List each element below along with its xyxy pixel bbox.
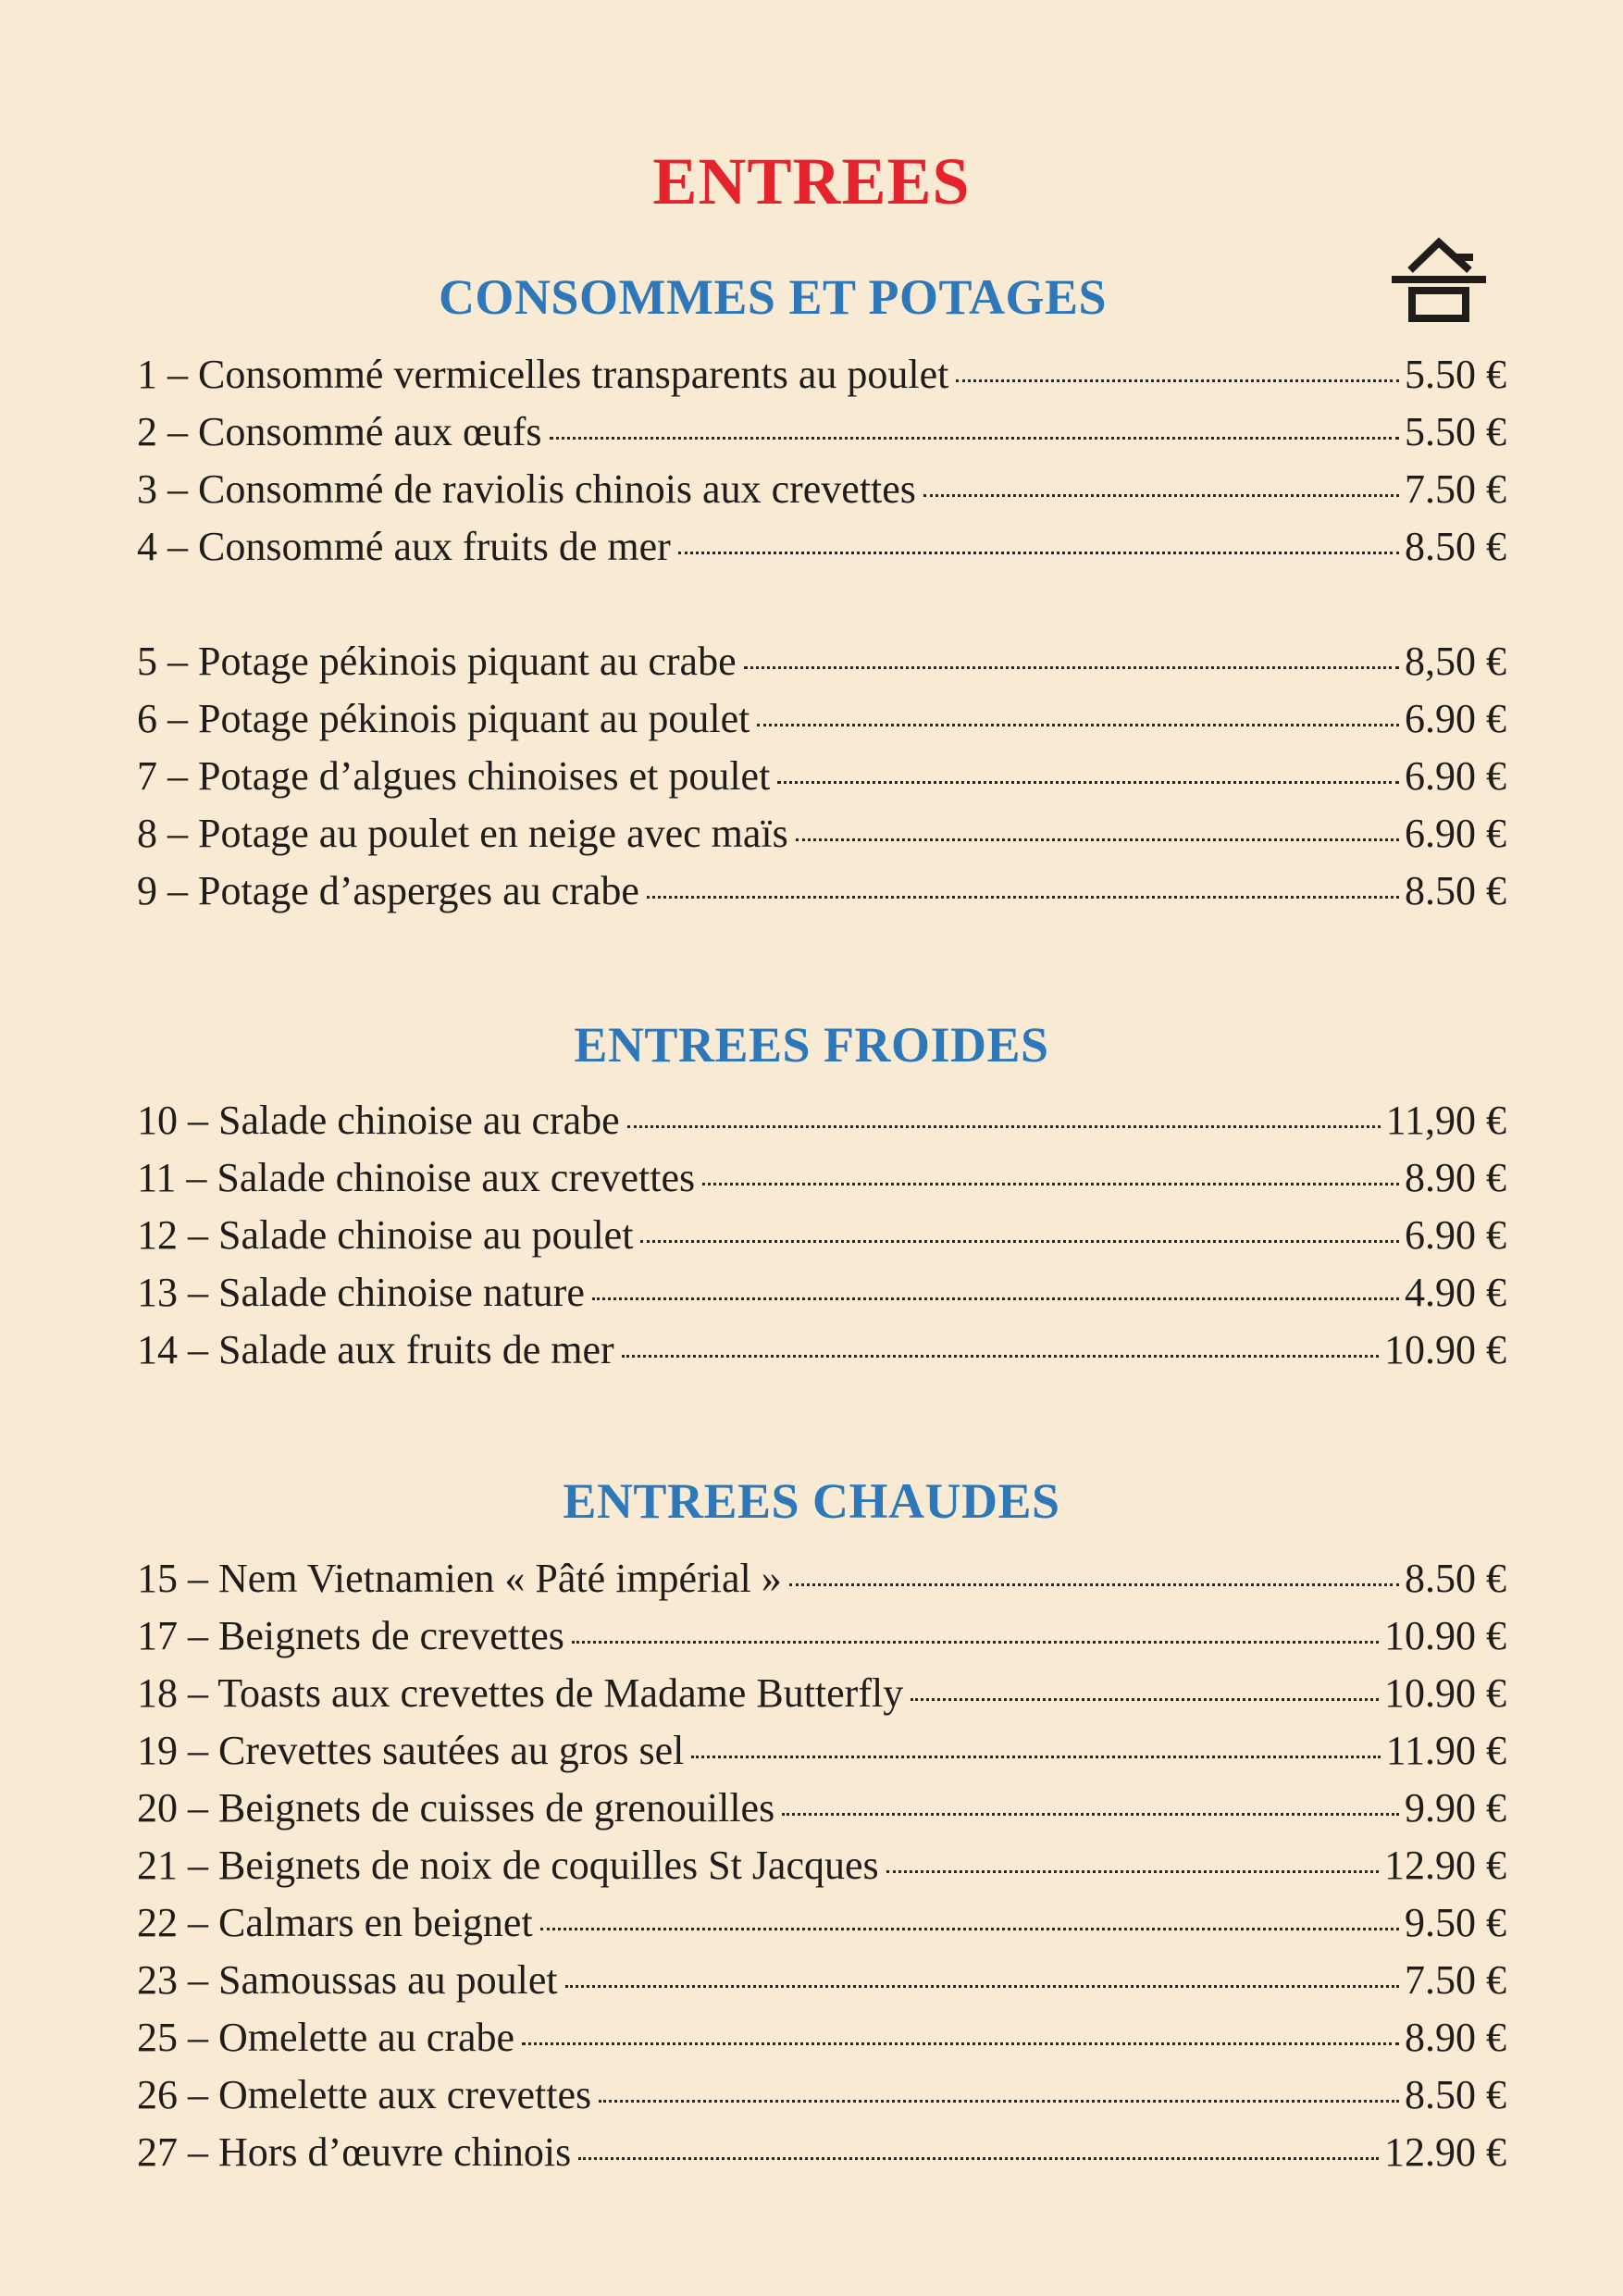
menu-item [137,1207,1506,1264]
menu-item [137,748,1506,805]
menu-item-label: 27 – Hors d’œuvre chinois [137,2129,572,2175]
dot-leader [550,437,1399,440]
menu-item-price: 5.50 € [1405,409,1506,454]
menu-item [137,518,1506,576]
dot-leader [565,1985,1399,1988]
menu-item-price: 8.50 € [1405,2072,1506,2117]
menu-item [137,461,1506,518]
dot-leader [578,2157,1379,2160]
menu-item [137,2124,1506,2181]
dot-leader [592,1297,1399,1300]
menu-item-price: 10.90 € [1384,1670,1506,1716]
menu-item-price: 7.50 € [1405,466,1506,512]
menu-item-label: 22 – Calmars en beignet [137,1900,533,1945]
menu-item-price: 4.90 € [1405,1270,1506,1315]
dot-leader [599,2100,1399,2103]
menu-item-label: 26 – Omelette aux crevettes [137,2072,592,2117]
dot-leader [627,1125,1381,1128]
menu-item-price: 10.90 € [1384,1327,1506,1372]
dot-leader [886,1870,1379,1873]
menu-item-label: 3 – Consommé de raviolis chinois aux crevettes [137,466,916,512]
dot-leader [522,2042,1399,2045]
menu-item-label: 9 – Potage d’asperges au crabe [137,868,639,913]
entrees-chaudes-list [137,1550,1506,2181]
menu-item-label: 23 – Samoussas au poulet [137,1957,558,2003]
menu-item-price: 8.90 € [1405,1155,1506,1200]
menu-item [137,805,1506,863]
menu-item [137,690,1506,748]
menu-item-label: 21 – Beignets de noix de coquilles St Jacques [137,1843,879,1888]
menu-item [137,1894,1506,1952]
menu-item-price: 8.50 € [1405,868,1506,913]
dot-leader [702,1183,1399,1185]
menu-item-price: 8.50 € [1405,524,1506,569]
menu-item [137,346,1506,403]
menu-item-price: 12.90 € [1384,1843,1506,1888]
menu-item-price: 12.90 € [1384,2129,1506,2175]
menu-item-label: 11 – Salade chinoise aux crevettes [137,1155,696,1200]
menu-item [137,403,1506,461]
menu-item-price: 8,50 € [1405,639,1506,684]
dot-leader [572,1641,1379,1644]
menu-item-label: 13 – Salade chinoise nature [137,1270,585,1315]
dot-leader [789,1583,1399,1586]
menu-item-price: 8.90 € [1405,2015,1506,2060]
menu-item-label: 19 – Crevettes sautées au gros sel [137,1728,685,1773]
menu-item [137,1092,1506,1149]
entrees-froides-list [137,1092,1506,1379]
menu-item-price: 11,90 € [1385,1098,1506,1143]
dot-leader [956,379,1399,382]
menu-item-label: 17 – Beignets de crevettes [137,1613,564,1658]
menu-item-label: 18 – Toasts aux crevettes de Madame Butterfly [137,1670,904,1716]
section-title-consommes-potages: CONSOMMES ET POTAGES [438,268,1108,325]
dot-leader [911,1698,1379,1701]
menu-item-label: 25 – Omelette au crabe [137,2015,515,2060]
menu-item-price: 9.50 € [1405,1900,1506,1945]
dot-leader [691,1756,1380,1758]
menu-item [137,1264,1506,1322]
dot-leader [640,1240,1399,1243]
menu-item-label: 1 – Consommé vermicelles transparents au poulet [137,352,949,397]
menu-item [137,2066,1506,2124]
dot-leader [757,724,1399,726]
dot-leader [540,1928,1399,1930]
page-title: ENTREES [652,144,971,219]
dot-leader [782,1813,1399,1816]
menu-item-label: 7 – Potage d’algues chinoises et poulet [137,753,771,799]
section-title-entrees-chaudes: ENTREES CHAUDES [563,1472,1060,1529]
dot-leader [777,781,1399,784]
dot-leader [647,896,1399,899]
dot-leader [796,838,1399,841]
menu-item-price: 6.90 € [1405,696,1506,741]
menu-item-price: 7.50 € [1405,1957,1506,2003]
menu-item-label: 6 – Potage pékinois piquant au poulet [137,696,750,741]
menu-item [137,1722,1506,1780]
menu-item-price: 10.90 € [1384,1613,1506,1658]
menu-item-label: 10 – Salade chinoise au crabe [137,1098,620,1143]
menu-item [137,863,1506,920]
menu-item-label: 5 – Potage pékinois piquant au crabe [137,639,737,684]
menu-item-label: 12 – Salade chinoise au poulet [137,1212,634,1258]
menu-item-price: 11.90 € [1385,1728,1506,1773]
dot-leader [744,666,1399,669]
menu-item-label: 15 – Nem Vietnamien « Pâté impérial » [137,1556,782,1601]
menu-item-price: 6.90 € [1405,753,1506,799]
menu-item [137,1550,1506,1607]
section-title-entrees-froides: ENTREES FROIDES [574,1016,1049,1073]
menu-item-label: 14 – Salade aux fruits de mer [137,1327,614,1372]
menu-item-price: 5.50 € [1405,352,1506,397]
menu-item [137,1665,1506,1722]
menu-item-price: 6.90 € [1405,1212,1506,1258]
menu-item-label: 4 – Consommé aux fruits de mer [137,524,671,569]
menu-item-label: 8 – Potage au poulet en neige avec maïs [137,811,788,856]
potages-list [137,633,1506,920]
menu-item-price: 6.90 € [1405,811,1506,856]
menu-item-label: 20 – Beignets de cuisses de grenouilles [137,1785,775,1831]
chinese-character-house-icon [1388,237,1490,322]
menu-item-label: 2 – Consommé aux œufs [137,409,542,454]
consommes-list [137,346,1506,576]
menu-item [137,1607,1506,1665]
menu-item [137,1780,1506,1837]
menu-item [137,1322,1506,1379]
dot-leader [923,494,1399,497]
menu-item [137,1837,1506,1894]
menu-item [137,1149,1506,1207]
dot-leader [678,552,1399,554]
menu-item [137,633,1506,690]
dot-leader [622,1355,1379,1358]
menu-item [137,1952,1506,2009]
menu-item-price: 9.90 € [1405,1785,1506,1831]
menu-item [137,2009,1506,2066]
menu-item-price: 8.50 € [1405,1556,1506,1601]
